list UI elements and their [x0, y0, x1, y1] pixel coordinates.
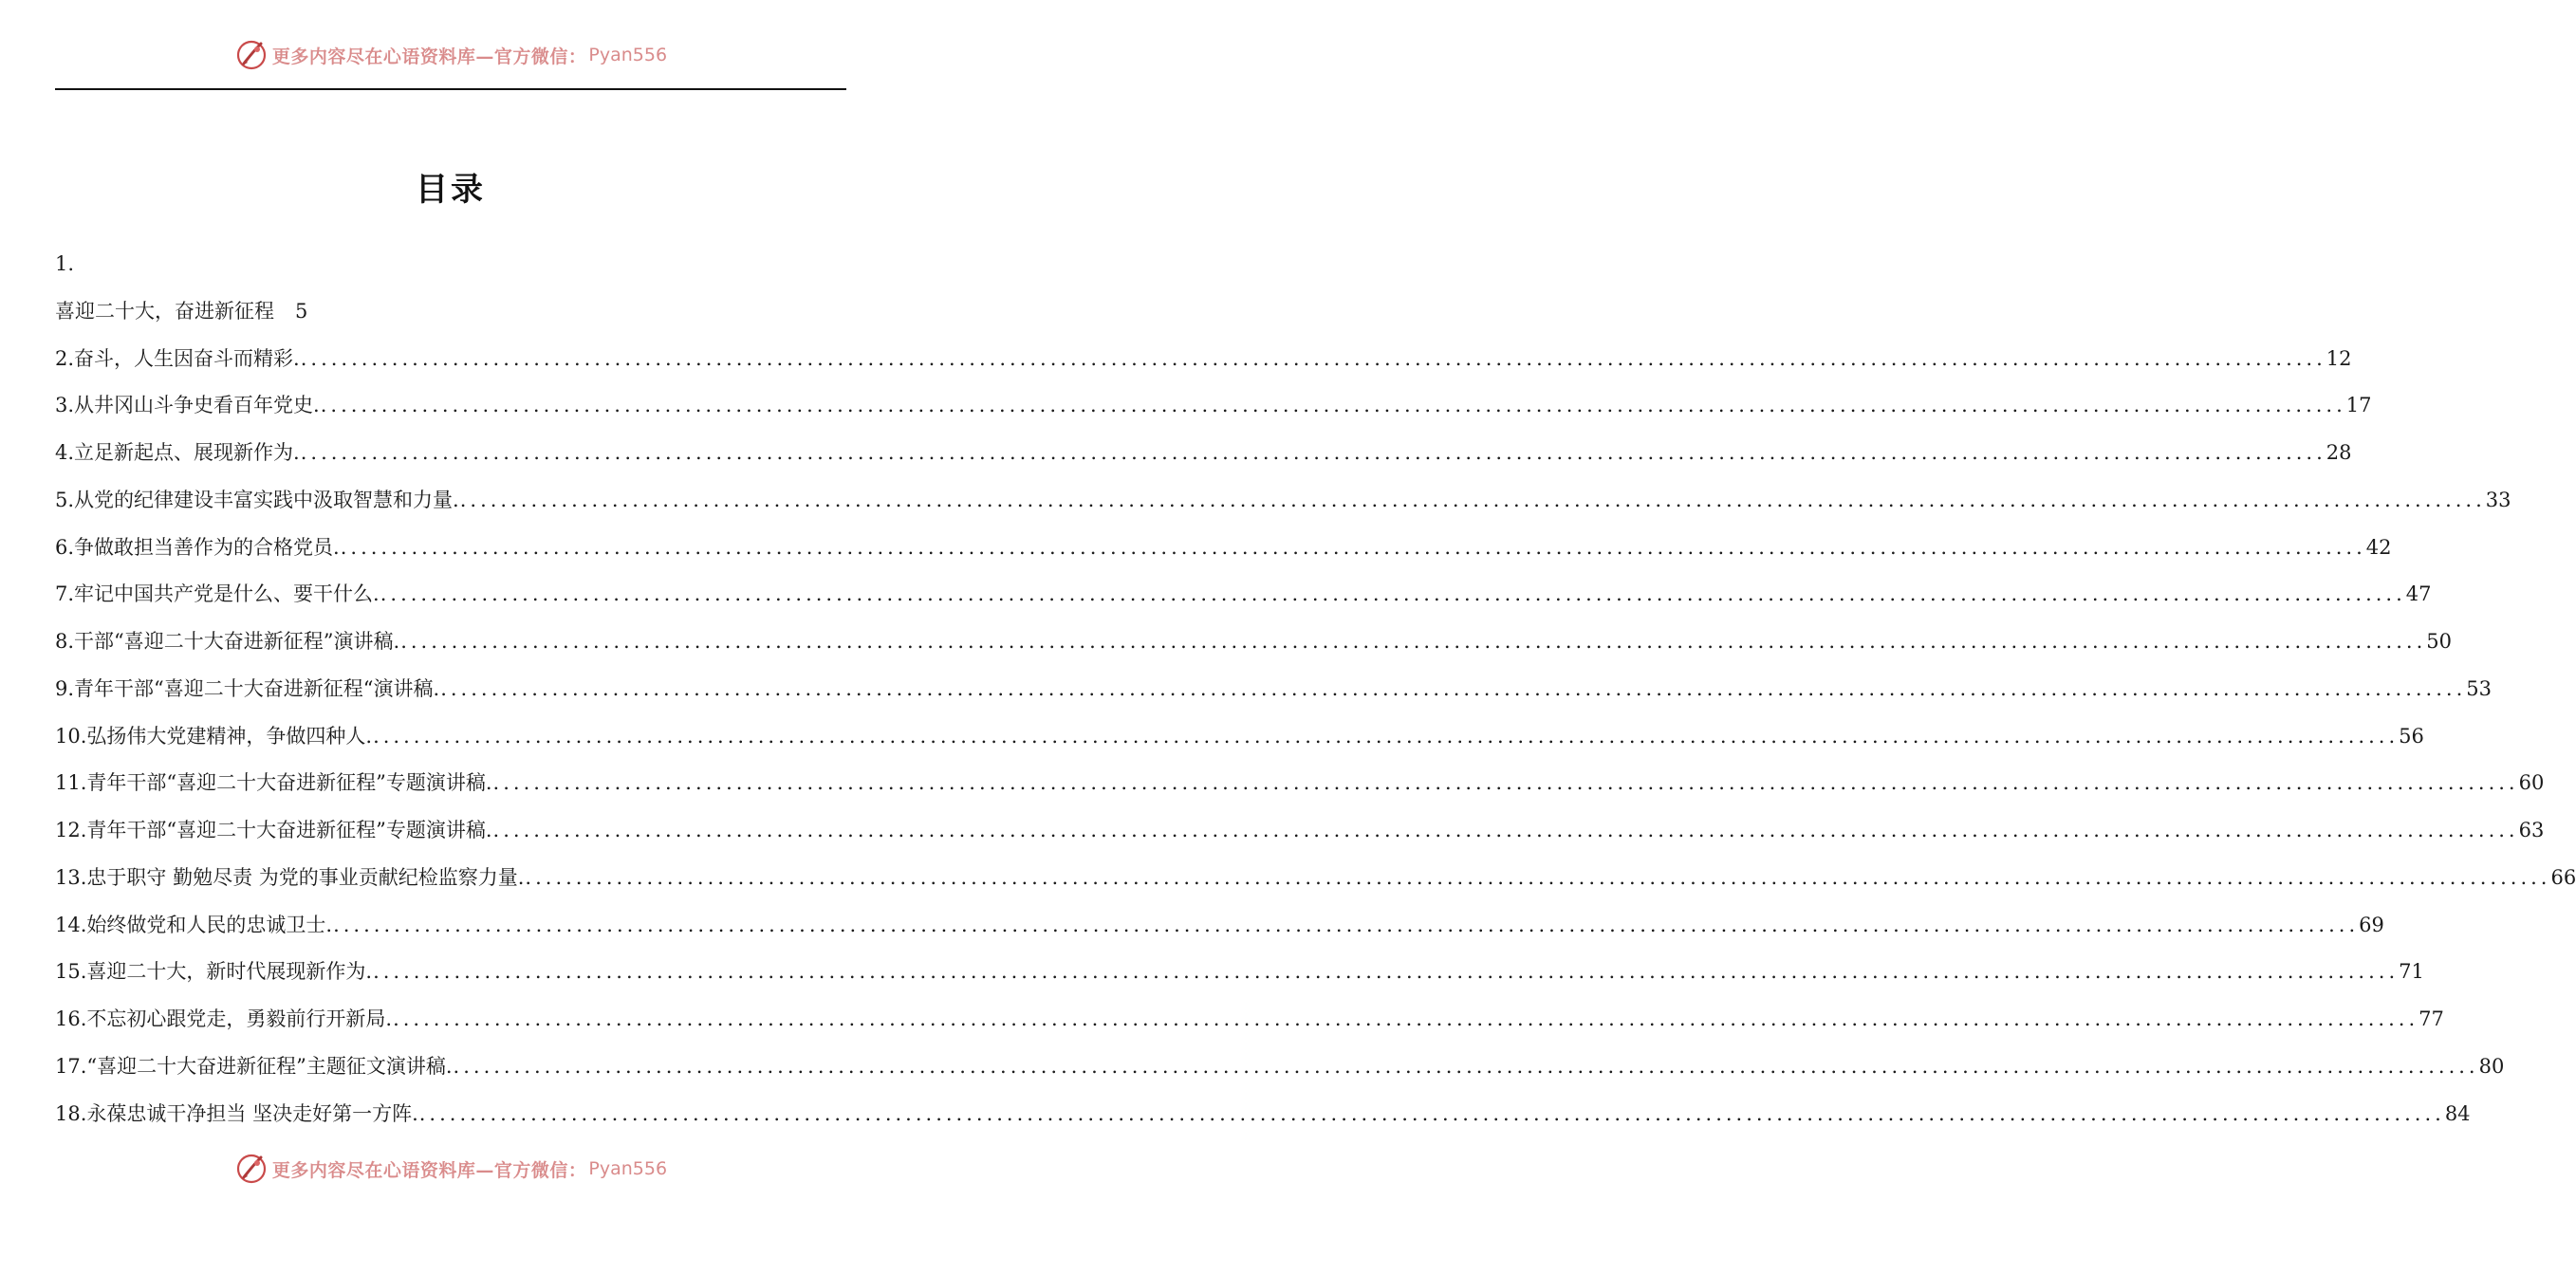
toc-leader-dots: ........................................................................................................................................................................................................ — [492, 771, 2519, 795]
toc-entry-page: 42 — [2365, 535, 2392, 559]
toc-entry-title: 13.忠于职守 勤勉尽责 为党的事业贡献纪检监察力量. — [55, 865, 525, 889]
pen-logo-icon — [234, 1152, 269, 1186]
toc-leader-dots: ........................................................................................................................................................................................................ — [393, 1007, 2419, 1030]
toc-entry-page: 69 — [2359, 913, 2384, 936]
toc-entry-title: 2.奋斗，人生因奋斗而精彩. — [55, 346, 300, 370]
toc-entry[interactable] — [55, 996, 2444, 1044]
header-banner-wechat: Pyan556 — [588, 45, 668, 65]
toc-entry-page: 63 — [2518, 819, 2545, 841]
toc-entry-title: 3.从井冈山斗争史看百年党史. — [55, 394, 320, 417]
toc-entry[interactable] — [55, 288, 846, 336]
toc-entry[interactable] — [55, 855, 2576, 902]
toc-entry-title: 5.从党的纪律建设丰富实践中汲取智慧和力量. — [55, 488, 459, 511]
toc-entry-title: 15.喜迎二十大，新时代展现新作为. — [55, 960, 373, 984]
toc-leader-dots: ........................................................................................................................................................................................................ — [453, 1054, 2479, 1078]
toc-entry-page: 60 — [2518, 771, 2545, 795]
header-banner — [0, 36, 901, 74]
toc-entry-title: 喜迎二十大，奋进新征程 — [55, 299, 274, 323]
toc-entry-page: 80 — [2478, 1054, 2505, 1078]
toc-entry[interactable] — [55, 949, 2424, 996]
toc-entry-page: 56 — [2399, 724, 2424, 748]
toc-entry-page: 47 — [2405, 582, 2432, 606]
toc-entry[interactable] — [55, 619, 2452, 666]
table-of-contents — [55, 241, 2576, 1137]
toc-entry-page: 17 — [2345, 394, 2372, 417]
toc-entry-title: 16.不忘初心跟党走，勇毅前行开新局. — [55, 1007, 393, 1030]
toc-entry-page: 53 — [2466, 676, 2492, 700]
toc-entry[interactable] — [55, 713, 2424, 761]
toc-entry-page: 71 — [2399, 960, 2424, 984]
toc-entry[interactable] — [55, 382, 2372, 430]
footer-banner-wechat: Pyan556 — [588, 1158, 668, 1179]
toc-entry-page: 66 — [2550, 865, 2576, 889]
toc-entry-title: 7.牢记中国共产党是什么、要干什么. — [55, 582, 380, 606]
toc-entry-number: 1. — [55, 252, 75, 275]
toc-list — [55, 336, 2576, 1138]
toc-entry-title: 17.“喜迎二十大奋进新征程”主题征文演讲稿. — [55, 1054, 453, 1078]
toc-leader-dots: ........................................................................................................................................................................................................ — [333, 913, 2360, 936]
toc-entry[interactable] — [55, 477, 2511, 525]
toc-leader-dots: ........................................................................................................................................................................................................ — [440, 676, 2467, 700]
toc-leader-dots: ........................................................................................................................................................................................................ — [492, 819, 2519, 841]
toc-leader-dots: ........................................................................................................................................................................................................ — [459, 488, 2486, 511]
toc-entry-title: 8.干部“喜迎二十大奋进新征程”演讲稿. — [55, 630, 400, 653]
toc-entry-page: 33 — [2485, 488, 2511, 511]
toc-entry[interactable] — [55, 760, 2545, 807]
toc-entry[interactable] — [55, 902, 2384, 950]
toc-leader-dots: ........................................................................................................................................................................................................ — [373, 960, 2400, 984]
toc-entry-title: 11.青年干部“喜迎二十大奋进新征程”专题演讲稿. — [55, 771, 492, 795]
toc-entry-title: 14.始终做党和人民的忠诚卫士. — [55, 913, 333, 936]
toc-leader-dots: ........................................................................................................................................................................................................ — [525, 865, 2551, 889]
header-rule — [55, 88, 846, 90]
toc-entry-page: 50 — [2426, 630, 2452, 653]
footer-banner — [0, 1150, 901, 1188]
toc-entry[interactable] — [55, 1091, 2471, 1138]
toc-entry[interactable] — [55, 1044, 2505, 1091]
toc-entry-title: 4.立足新起点、展现新作为. — [55, 441, 300, 464]
toc-leader-dots: ........................................................................................................................................................................................................ — [418, 1101, 2445, 1125]
pen-logo-icon — [234, 38, 269, 72]
toc-leader-dots: ........................................................................................................................................................................................................ — [380, 582, 2406, 606]
toc-entry-title: 6.争做敢担当善作为的合格党员. — [55, 535, 340, 559]
toc-entry-title: 18.永葆忠诚干净担当 坚决走好第一方阵. — [55, 1101, 418, 1125]
toc-entry-page: 5 — [295, 299, 308, 323]
toc-entry-page: 12 — [2326, 346, 2352, 370]
header-banner-text: 更多内容尽在心语资料库—官方微信： — [271, 46, 587, 67]
toc-entry[interactable] — [55, 571, 2432, 619]
toc-leader-dots: ........................................................................................................................................................................................................ — [340, 535, 2366, 559]
toc-leader-dots: ........................................................................................................................................................................................................ — [400, 630, 2427, 653]
toc-entry[interactable] — [55, 666, 2492, 713]
toc-entry-page: 84 — [2444, 1101, 2471, 1125]
toc-leader-dots: ........................................................................................................................................................................................................ — [300, 346, 2326, 370]
toc-leader-dots: ........................................................................................................................................................................................................ — [373, 724, 2400, 748]
toc-leader-dots: ........................................................................................................................................................................................................ — [320, 394, 2346, 417]
toc-entry[interactable] — [55, 336, 2352, 383]
toc-entry-page: 28 — [2326, 441, 2352, 464]
toc-entry[interactable] — [55, 525, 2392, 572]
page-title: 目录 — [416, 171, 486, 209]
footer-banner-text: 更多内容尽在心语资料库—官方微信： — [271, 1159, 587, 1181]
toc-leader-dots: ........................................................................................................................................................................................................ — [300, 441, 2326, 464]
toc-entry-page: 77 — [2418, 1007, 2444, 1030]
toc-entry-title: 10.弘扬伟大党建精神，争做四种人. — [55, 724, 373, 748]
toc-entry-title: 12.青年干部“喜迎二十大奋进新征程”专题演讲稿. — [55, 819, 492, 841]
toc-entry[interactable] — [55, 807, 2545, 855]
toc-entry-title: 9.青年干部“喜迎二十大奋进新征程“演讲稿. — [55, 676, 440, 700]
toc-entry[interactable] — [55, 430, 2352, 477]
